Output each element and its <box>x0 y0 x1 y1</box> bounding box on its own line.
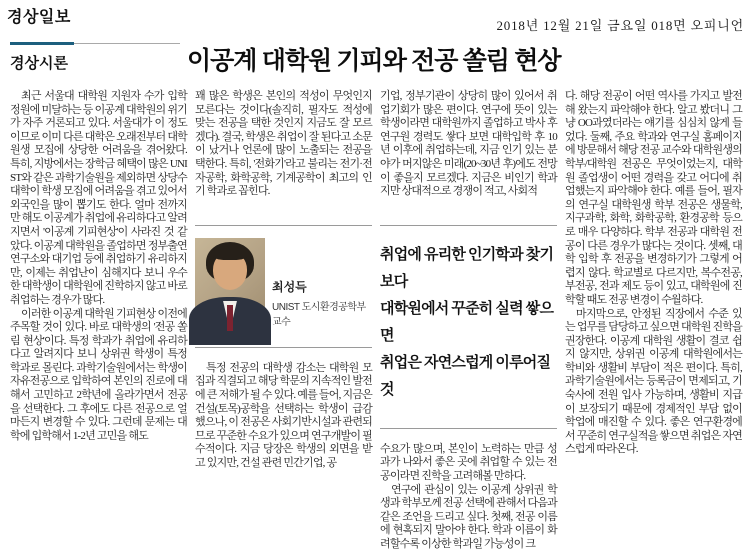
column-rule <box>195 347 372 348</box>
body-column-4 <box>565 90 742 486</box>
article-body <box>10 90 742 550</box>
section-divider-accent <box>10 42 74 45</box>
column-rule <box>380 225 557 226</box>
paragraph: 연구에 관심이 있는 이공계 상위권 학생과 학부모께 전공 선택에 관해서 다음과 같은 조언을 드리고 싶다. 첫째, 전공 이름에 현혹되지 말아야 한다. 학과 이름이 화려할수록 이상한 학과일 가능성이 크 <box>380 483 557 550</box>
body-column-3 <box>380 90 557 550</box>
pull-quote-line: 취업은 자연스럽게 이루어질 것 <box>380 354 551 398</box>
author-caption <box>272 278 372 331</box>
column-rule <box>380 428 557 429</box>
body-column-1 <box>10 90 187 486</box>
paragraph: 마지막으로, 안정된 직장에서 수준 있는 업무를 담당하고 싶으면 대학원 진학을 권장한다. 이공계 대학원 생활이 결코 쉽지 않지만, 상위권 이공계 대학원에서는 학비와 생활비 부담이 적은 편이다. 특히, 과학기술원에서는 등록금이 면제되고, 기숙사에 전원 입사 가능하며, 생활비 지급이 보장되기 때문에 경제적인 부담 없이 학업에 매진할 수 있다. 좋은 연구환경에서 꾸준히 연구실적을 쌓으면 취업은 자연스럽게 따라온다. <box>565 307 742 456</box>
section-divider-gray <box>74 43 180 44</box>
portrait-tie-shape <box>227 305 233 331</box>
paragraph: 꽤 많은 학생은 본인의 적성이 무엇인지 모른다는 것이다(솔직히, 필자도 적성에 맞는 전공을 택한 것인지 지금도 잘 모르겠다). 결국, 학생은 취업이 잘 된다고 소문이 났거나 언론에 많이 노출되는 전공을 택한다. 특히, '전화기'라고 불리는 전기·전자공학, 화학공학, 기계공학이 최고의 인기 학과로 꼽힌다. <box>195 90 372 198</box>
author-photo-block <box>195 238 372 331</box>
paragraph: 기업, 정부기관이 상당히 많이 있어서 취업기회가 많은 편이다. 연구에 뜻이 있는 학생이라면 대학원까지 졸업하고 박사 후 연구원 경력도 쌓다 보면 대학입학 후 10년 이후에 취업하는데, 지금 인기 있는 분야가 머지않은 미래(20~30년 후)에도 전망이 좋을지 모르겠다. 지금은 비인기 학과지만 상대적으로 경쟁이 적고, 사회적 <box>380 90 557 198</box>
paragraph: 특정 전공의 대학생 감소는 대학원 모집과 직결되고 해당 학문의 지속적인 발전에 큰 저해가 될 수 있다. 예를 들어, 지금은 건설(토목)공학을 선택하는 학생이 급감했으나, 이 전공은 사회기반시설과 관련되므로 꾸준한 수요가 있으며 연구개발이 필수적이다. 지금 당장은 학생의 외면을 받고 있지만, 건설 관련 민간기업, 공 <box>195 361 372 469</box>
paragraph: 이러한 이공계 대학원 기피현상 이전에 주목할 것이 있다. 바로 대학생의 '전공 쏠림 현상'이다. 특정 학과가 취업에 유리하다고 알려지다 보니 상위권 학생이 특정 학과로 몰린다. 과학기술원에서는 학생이 자유전공으로 입학하여 본인의 진로에 대해서 고민하고 2학년에 올라가면서 전공을 선택한다. 그 후에도 다른 전공으로 얼마든지 변경할 수 있다. 그런데 문제는 대학에 입학해서 1-2년 고민을 해도 <box>10 307 187 442</box>
paragraph: 수요가 많으며, 본인이 노력하는 만큼 성과가 나와서 좋은 곳에 취업할 수 있는 전공이라면 진학을 고려해볼 만하다. <box>380 442 557 482</box>
author-name: 최성득 <box>272 279 307 294</box>
newspaper-masthead: 경상일보 <box>7 9 71 26</box>
section-divider-line <box>10 42 180 45</box>
author-title: UNIST 도시환경공학부 교수 <box>272 301 366 328</box>
paragraph: 다. 해당 전공이 어떤 역사를 가지고 발전해 왔는지 파악해야 한다. 알고 봤더니 그냥 OO과였더라는 얘기를 심심치 않게 들었다. 둘째, 주요 학과와 연구실 홈페이지에 방문해서 해당 전공 교수와 대학원생의 학부/대학원 전공은 무엇이었는지, 대학원 졸업생이 어떤 경력을 갖고 어디에 취업했는지 파악해야 한다. 예를 들어, 필자의 연구실 대학원생 학부 전공은 생물학, 지구과학, 화학, 화학공학, 환경공학 등으로 매우 다양하다. 학부 전공과 대학원 전공이 다른 경우가 많다는 것이다. 셋째, 대학 입학 후 전공을 변경하기가 그렇게 어렵지 않다. 학교별로 다르지만, 복수전공, 부전공, 전과 제도 등이 있고, 대학원에 진학할 때도 전공 변경이 수월하다. <box>565 90 742 306</box>
section-label: 경상시론 <box>10 55 68 72</box>
date-page-line: 2018년 12월 21일 금요일 018면 오피니언 <box>496 18 744 33</box>
pull-quote-line: 대학원에서 꾸준히 실력 쌓으면 <box>380 300 554 344</box>
body-column-2 <box>195 90 372 486</box>
pull-quote <box>380 242 557 404</box>
portrait-fringe-shape <box>211 246 249 260</box>
pull-quote-line: 취업에 유리한 인기학과 찾기보다 <box>380 246 554 290</box>
paragraph: 최근 서울대 대학원 지원자 수가 입학 정원에 미달하는 등 이공계 대학원의 위기가 자주 거론되고 있다. 서울대가 이 정도이므로 이미 다른 대학은 오래전부터 대학원생 모집에 상당한 어려움을 겪어왔다. 특히, 지방에서는 장학금 혜택이 많은 UNIST와 같은 과학기술원을 제외하면 상당수 대학이 학생 모집에 어려움을 겪고 있어서 외국인을 많이 뽑기도 한다. 얼마 전까지만 해도 이공계가 취업에 유리하다고 알려지면서 '이공계 기피현상'이 사라진 것 같았다. 이공계 대학원을 졸업하면 정부출연연구소와 대기업 등에 취업하기 유리하지만, 이제는 취업난이 심해지다 보니 우수한 대학생이 대학원에 진학하지 않고 바로 취업하는 경우가 많다. <box>10 90 187 306</box>
section-block <box>10 42 180 73</box>
author-portrait-photo <box>195 238 265 331</box>
article-headline: 이공계 대학원 기피와 전공 쏠림 현상 <box>187 48 561 75</box>
column-rule <box>195 225 372 226</box>
